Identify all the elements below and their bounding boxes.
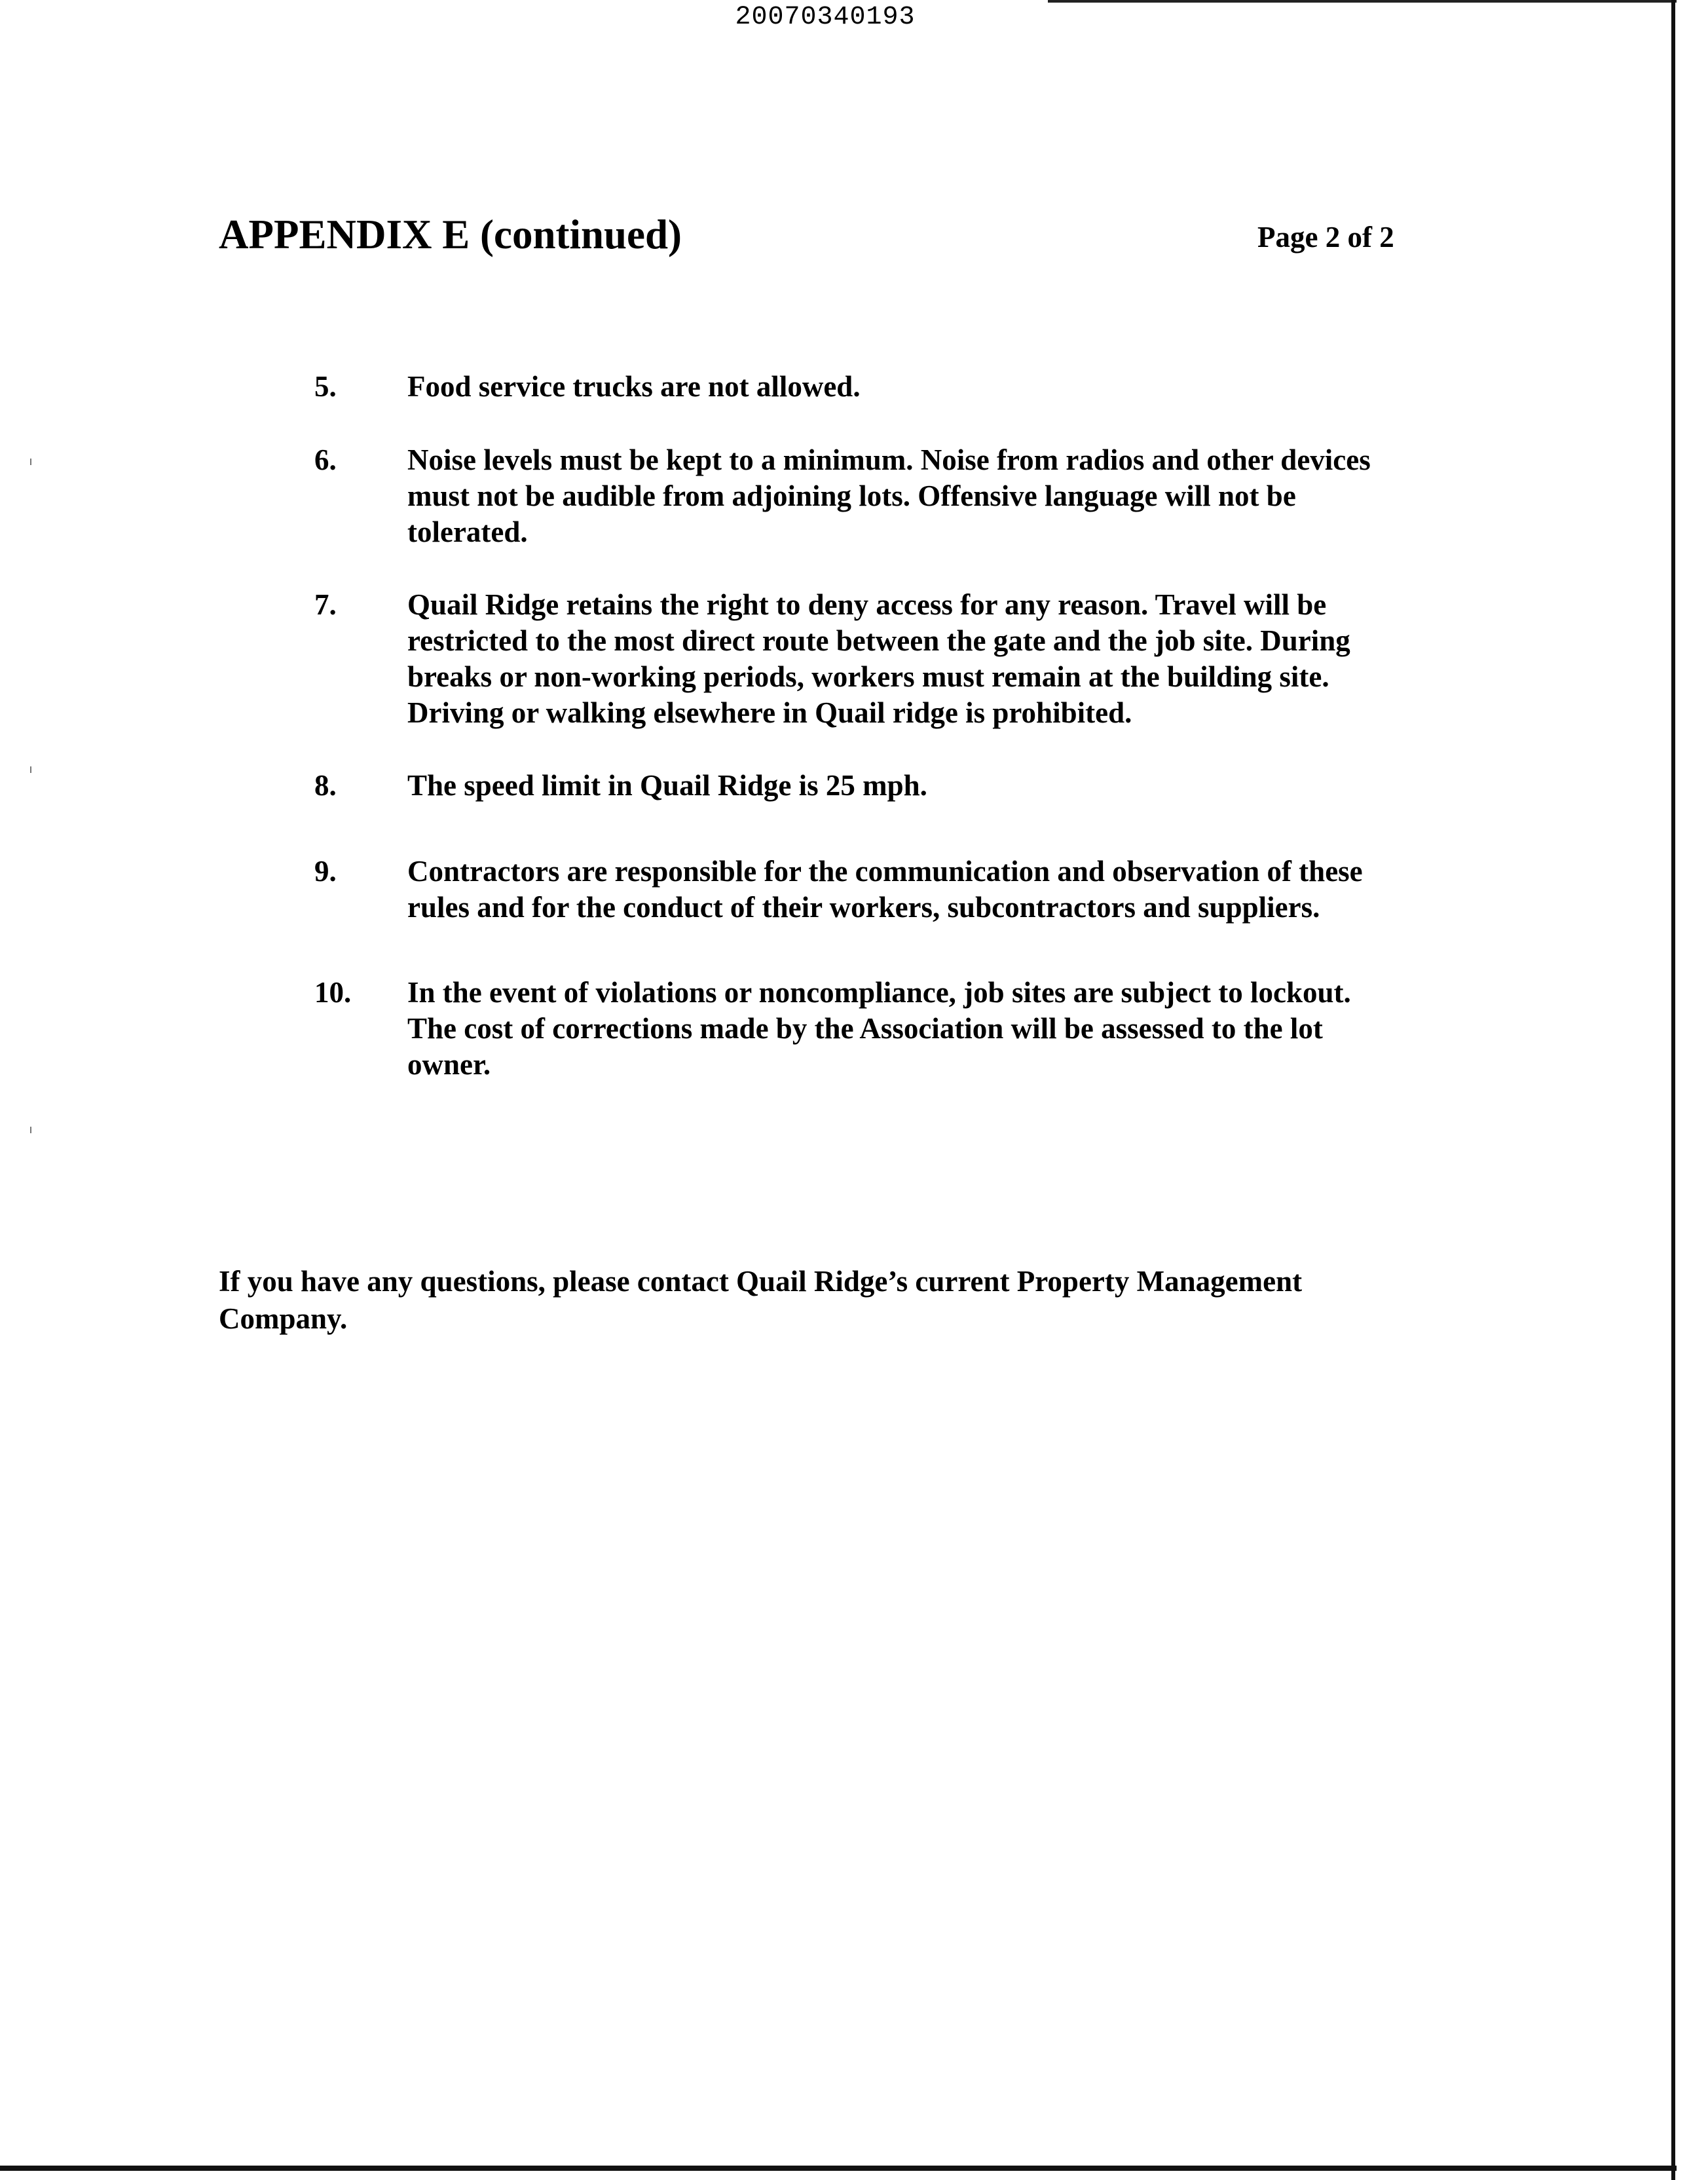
contact-note: [219, 1263, 1463, 1338]
rule-text: [407, 587, 1481, 731]
rule-text-line: owner.: [407, 1048, 491, 1081]
scan-bottom-edge: [0, 2166, 1677, 2171]
contact-note-line: Company.: [219, 1302, 348, 1335]
rule-text: [407, 442, 1481, 550]
scan-speck: [30, 1127, 31, 1133]
rule-number: 9.: [314, 855, 337, 888]
scan-right-edge: [1671, 0, 1675, 2180]
rule-text: [407, 975, 1481, 1083]
rule-text-line: tolerated.: [407, 516, 528, 548]
rule-text-line: The speed limit in Quail Ridge is 25 mph.: [407, 769, 927, 802]
rule-text-line: restricted to the most direct route between the gate and the job site. During: [407, 624, 1350, 657]
scan-speck: [30, 766, 31, 773]
rule-text: [407, 369, 1481, 405]
contact-note-line: If you have any questions, please contact Quail Ridge’s current Property Management: [219, 1265, 1303, 1298]
page-number: Page 2 of 2: [1257, 221, 1394, 254]
rule-text-line: Contractors are responsible for the communication and observation of these: [407, 855, 1363, 888]
rule-text-line: rules and for the conduct of their workers, subcontractors and suppliers.: [407, 891, 1320, 924]
rule-text-line: Noise levels must be kept to a minimum. Noise from radios and other devices: [407, 443, 1371, 476]
rule-text-line: In the event of violations or noncompliance, job sites are subject to lockout.: [407, 976, 1351, 1009]
rule-number: 6.: [314, 443, 337, 476]
rule-text-line: breaks or non-working periods, workers must remain at the building site.: [407, 660, 1329, 693]
rule-number: 10.: [314, 976, 352, 1009]
page-title: APPENDIX E (continued): [219, 212, 682, 257]
rule-number: 7.: [314, 588, 337, 621]
rule-text-line: Food service trucks are not allowed.: [407, 370, 861, 403]
rule-text: [407, 768, 1481, 804]
rule-number: 5.: [314, 370, 337, 403]
rule-text-line: Driving or walking elsewhere in Quail ridge is prohibited.: [407, 696, 1132, 729]
scan-speck: [30, 459, 31, 465]
rule-text-line: Quail Ridge retains the right to deny access for any reason. Travel will be: [407, 588, 1327, 621]
document-number: 20070340193: [735, 3, 916, 32]
rule-text-line: must not be audible from adjoining lots. Offensive language will not be: [407, 479, 1296, 512]
rule-text: [407, 854, 1481, 926]
rule-number: 8.: [314, 769, 337, 802]
rule-text-line: The cost of corrections made by the Association will be assessed to the lot: [407, 1012, 1323, 1045]
